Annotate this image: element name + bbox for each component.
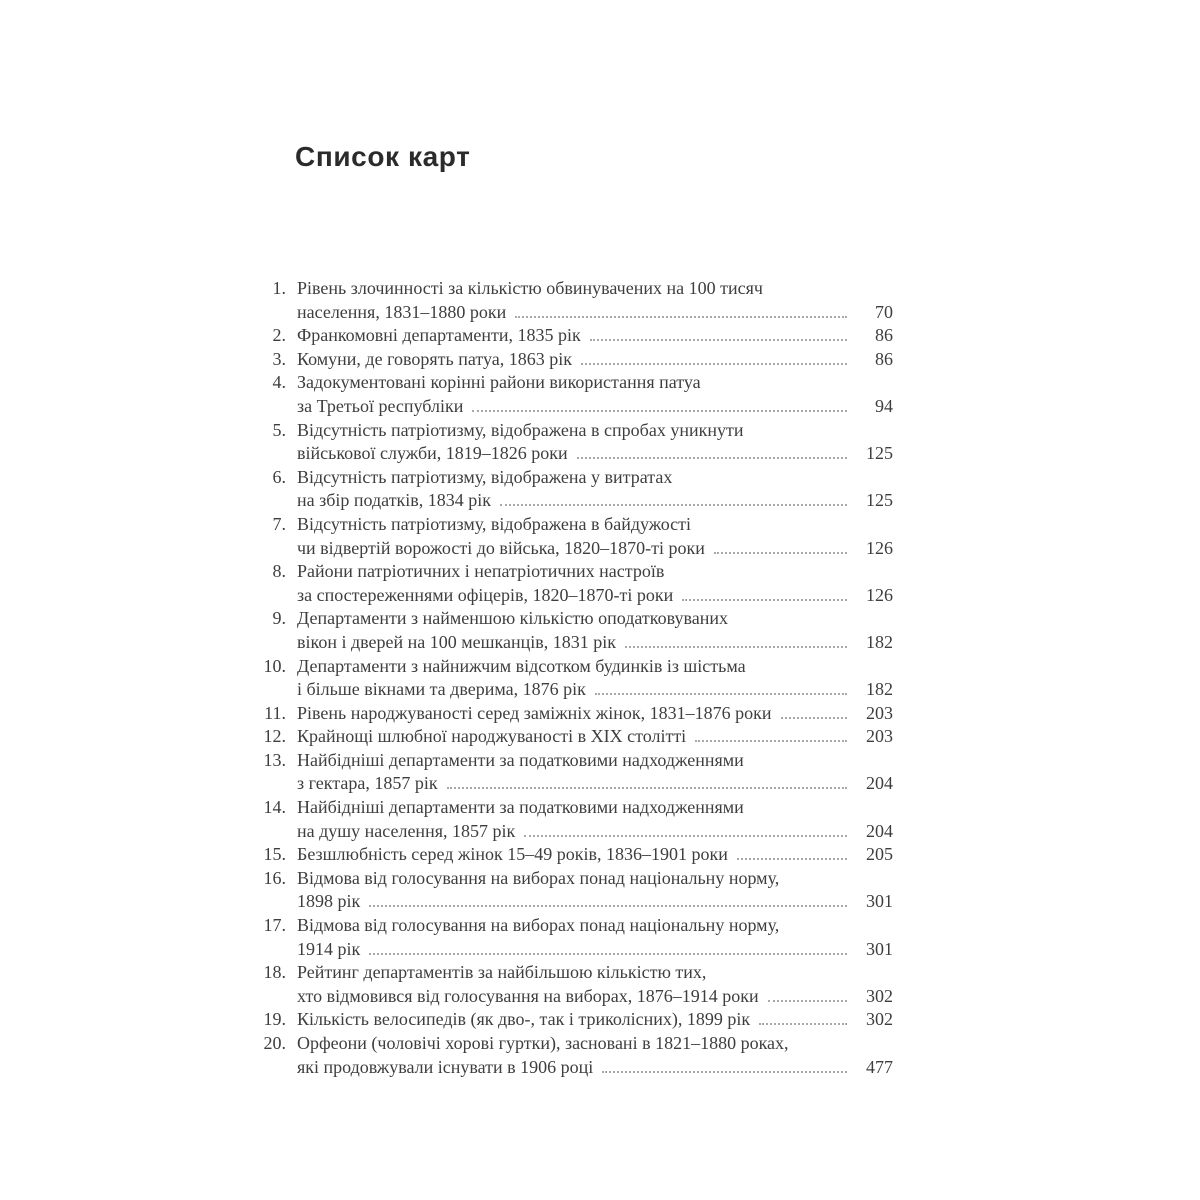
toc-item-body [297, 419, 893, 466]
toc-item-page: 125 [866, 490, 893, 511]
toc-item [253, 961, 893, 1008]
toc-item-page: 70 [875, 301, 893, 322]
toc-item-body [297, 348, 893, 372]
toc-item-page: 86 [875, 348, 893, 369]
toc-item-text: і більше вікнами та дверима, 1876 рік [297, 679, 586, 700]
toc-line: Орфеони (чоловічі хорові гуртки), засновані в 1821–1880 роках, [297, 1033, 789, 1053]
toc-item-lastline [297, 890, 893, 914]
toc-item-body [297, 607, 893, 654]
dot-leader [595, 693, 847, 695]
toc-item-body [297, 867, 893, 914]
toc-item-lastline [297, 725, 893, 749]
toc-item [253, 655, 893, 702]
toc-item-body [297, 371, 893, 418]
toc-item [253, 702, 893, 726]
toc-item-body [297, 513, 893, 560]
toc-item-page: 204 [866, 773, 893, 794]
toc-line: Відсутність патріотизму, відображена в спробах уникнути [297, 419, 744, 440]
toc-item-number: 14. [263, 797, 286, 818]
toc-item [253, 867, 893, 914]
toc-item-lastline [297, 489, 893, 513]
toc-item-page: 302 [866, 1009, 893, 1030]
dot-leader [714, 552, 847, 554]
toc-item-text: вікон і дверей на 100 мешканців, 1831 рік [297, 631, 616, 652]
toc-item-lastline [297, 843, 893, 867]
toc-item-page: 125 [866, 443, 893, 464]
toc-item-lastline [297, 442, 893, 466]
toc-item-number: 3. [272, 348, 286, 369]
toc-line: Рейтинг департаментів за найбільшою кількістю тих, [297, 962, 707, 983]
toc-item-lastline [297, 772, 893, 796]
toc-item-lastline [297, 537, 893, 561]
toc-item-body [297, 843, 893, 867]
toc-item-lastline [297, 702, 893, 726]
toc-item-lastline [297, 348, 893, 372]
toc-item [253, 914, 893, 961]
toc-line: Рівень злочинності за кількістю обвинувачених на 100 тисяч [297, 278, 763, 298]
toc-item-text: Крайнощі шлюбної народжуваності в XIX столітті [297, 726, 687, 747]
toc-item-number: 11. [264, 702, 286, 723]
toc-item-lastline [297, 678, 893, 702]
toc-item-body [297, 725, 893, 749]
toc-item-lastline [297, 584, 893, 608]
toc-item-lastline [297, 324, 893, 348]
toc-list [253, 277, 893, 1079]
toc-item-text: чи відвертій ворожості до війська, 1820–1870-ті роки [297, 537, 705, 558]
toc-line: Відмова від голосування на виборах понад національну норму, [297, 867, 780, 888]
toc-item-number: 7. [272, 513, 286, 534]
toc-item [253, 371, 893, 418]
toc-item-text: які продовжували існувати в 1906 році [297, 1056, 594, 1077]
toc-item [253, 277, 893, 324]
toc-item-number: 18. [263, 962, 286, 983]
toc-item [253, 419, 893, 466]
toc-item-lastline [297, 820, 893, 844]
toc-item-number: 15. [263, 844, 286, 865]
toc-item-lastline [297, 301, 893, 325]
toc-item-lastline [297, 1056, 893, 1080]
toc-item-body [297, 1008, 893, 1032]
toc-item [253, 1008, 893, 1032]
toc-item-page: 182 [866, 679, 893, 700]
toc-line: Департаменти з найменшою кількістю оподатковуваних [297, 608, 729, 629]
toc-item-body [297, 796, 893, 843]
toc-item-text: Рівень народжуваності серед заміжніх жінок, 1831–1876 роки [297, 702, 772, 723]
dot-leader [695, 740, 847, 742]
dot-leader [682, 599, 847, 601]
toc-item [253, 843, 893, 867]
dot-leader [500, 504, 847, 506]
dot-leader [625, 646, 847, 648]
toc-item-text: населення, 1831–1880 роки [297, 301, 507, 322]
dot-leader [447, 787, 847, 789]
toc-item-body [297, 1032, 893, 1079]
toc-line: Відмова від голосування на виборах понад національну норму, [297, 915, 780, 936]
toc-item-body [297, 702, 893, 726]
toc-item-number: 19. [263, 1009, 286, 1030]
toc-item-body [297, 560, 893, 607]
toc-item-number: 10. [263, 655, 286, 676]
toc-item-text: за Третьої республіки [297, 395, 464, 416]
toc-item-lastline [297, 985, 893, 1009]
toc-item-page: 126 [866, 537, 893, 558]
dot-leader [472, 410, 847, 412]
toc-item-page: 182 [866, 631, 893, 652]
dot-leader [602, 1071, 847, 1073]
toc-item-page: 301 [866, 938, 893, 959]
toc-item-body [297, 961, 893, 1008]
toc-item-body [297, 749, 893, 796]
toc-item-text: 1898 рік [297, 891, 361, 912]
toc-item [253, 513, 893, 560]
toc-item-page: 86 [875, 325, 893, 346]
dot-leader [781, 717, 848, 719]
dot-leader [768, 1000, 847, 1002]
toc-item-text: на збір податків, 1834 рік [297, 490, 492, 511]
toc-item-text: з гектара, 1857 рік [297, 773, 438, 794]
dot-leader [577, 457, 847, 459]
toc-item [253, 749, 893, 796]
dot-leader [524, 835, 847, 837]
toc-item-text: військової служби, 1819–1826 роки [297, 443, 568, 464]
toc-line: Райони патріотичних і непатріотичних настроїв [297, 561, 665, 582]
toc-item-number: 16. [263, 867, 286, 888]
toc-item-number: 17. [263, 915, 286, 936]
toc-line: Департаменти з найнижчим відсотком будинків із шістьма [297, 655, 746, 676]
toc-item-page: 205 [866, 844, 893, 865]
dot-leader [759, 1023, 847, 1025]
toc-item [253, 1032, 893, 1079]
toc-item-number: 9. [272, 608, 286, 629]
dot-leader [581, 363, 847, 365]
toc-item-text: Комуни, де говорять патуа, 1863 рік [297, 348, 573, 369]
toc-item [253, 607, 893, 654]
toc-item-lastline [297, 1008, 893, 1032]
toc-item [253, 796, 893, 843]
toc-item [253, 348, 893, 372]
toc-item-body [297, 466, 893, 513]
toc-item-page: 204 [866, 820, 893, 841]
page-title: Список карт [295, 140, 471, 172]
toc-item-text: Безшлюбність серед жінок 15–49 років, 1836–1901 роки [297, 844, 728, 865]
toc-item-text: Франкомовні департаменти, 1835 рік [297, 325, 581, 346]
dot-leader [737, 858, 847, 860]
toc-item-page: 477 [866, 1056, 893, 1077]
toc-item-text: 1914 рік [297, 938, 361, 959]
toc-item-number: 13. [263, 749, 286, 770]
toc-item-number: 12. [263, 726, 286, 747]
toc-item-page: 302 [866, 985, 893, 1006]
toc-item-number: 1. [272, 278, 286, 298]
toc-line: Найбідніші департаменти за податковими надходженнями [297, 797, 744, 818]
toc-item-body [297, 914, 893, 961]
toc-item-page: 203 [866, 702, 893, 723]
dot-leader [515, 316, 847, 318]
toc-line: Відсутність патріотизму, відображена в байдужості [297, 513, 692, 534]
dot-leader [369, 953, 847, 955]
toc-item-text: Кількість велосипедів (як дво-, так і триколісних), 1899 рік [297, 1009, 751, 1030]
toc-item [253, 725, 893, 749]
toc-item [253, 324, 893, 348]
toc-item-lastline [297, 631, 893, 655]
toc-item-number: 8. [272, 561, 286, 582]
toc-item-number: 5. [272, 419, 286, 440]
dot-leader [369, 905, 847, 907]
toc-item-number: 6. [272, 466, 286, 487]
toc-line: Відсутність патріотизму, відображена у витратах [297, 466, 673, 487]
toc-item-page: 301 [866, 891, 893, 912]
toc-item-number: 2. [272, 325, 286, 346]
toc-item-lastline [297, 395, 893, 419]
toc-item [253, 466, 893, 513]
toc-item-lastline [297, 938, 893, 962]
toc-item-body [297, 324, 893, 348]
toc-item-number: 4. [272, 372, 286, 393]
toc-item-page: 126 [866, 584, 893, 605]
toc-line: Найбідніші департаменти за податковими надходженнями [297, 749, 744, 770]
toc-item-text: на душу населення, 1857 рік [297, 820, 516, 841]
toc-item-body [297, 655, 893, 702]
toc-item-body [297, 277, 893, 324]
dot-leader [590, 339, 847, 341]
toc-item-page: 203 [866, 726, 893, 747]
toc-line: Задокументовані корінні райони використання патуа [297, 372, 701, 393]
toc-item [253, 560, 893, 607]
toc-item-text: за спостереженнями офіцерів, 1820–1870-ті роки [297, 584, 674, 605]
toc-item-page: 94 [875, 395, 893, 416]
toc-item-number: 20. [263, 1033, 286, 1053]
toc-item-text: хто відмовився від голосування на виборах, 1876–1914 роки [297, 985, 759, 1006]
